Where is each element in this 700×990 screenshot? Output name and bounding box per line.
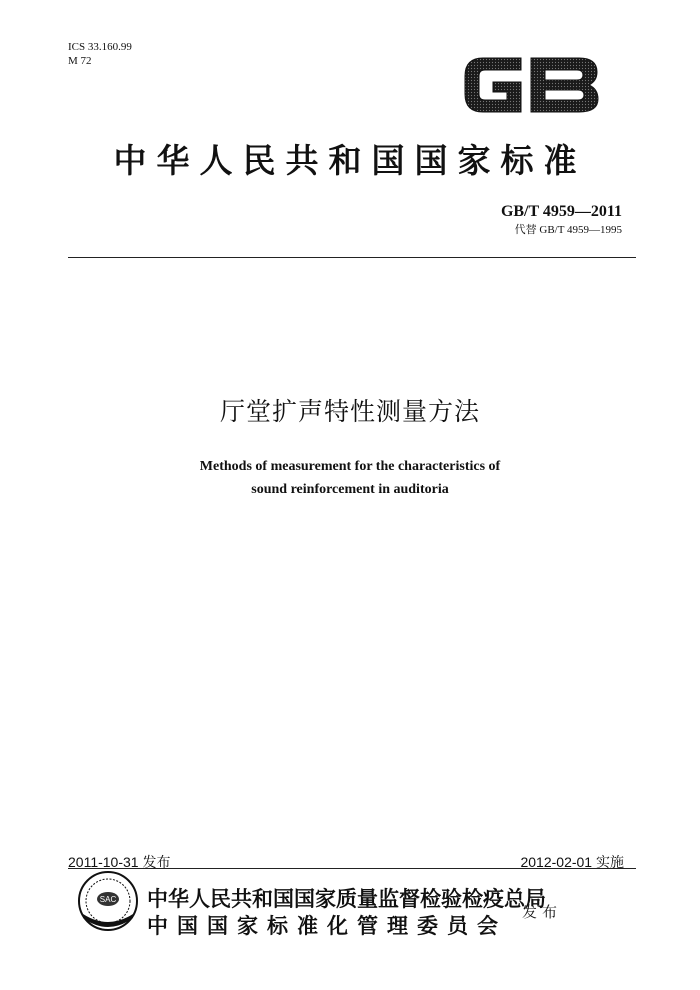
- replaces-note: 代替 GB/T 4959—1995: [514, 224, 622, 236]
- svg-text:SAC: SAC: [99, 895, 117, 904]
- gb-logo: [461, 52, 601, 118]
- header-divider: [68, 257, 636, 258]
- standard-category-title: 中华人民共和国国家标准: [113, 141, 587, 180]
- issuer-sac: 中国国家标准化管理委员会: [147, 913, 507, 938]
- standard-number: GB/T 4959—2011: [500, 203, 622, 220]
- ccs-code: M 72: [68, 55, 92, 67]
- title-en-line-1: Methods of measurement for the characteristics of: [199, 459, 501, 474]
- footer-divider: [68, 868, 636, 869]
- issued-label: 发布: [522, 903, 563, 921]
- issue-date: 2011-10-31 发布: [68, 854, 171, 870]
- issuer-aqsiq: 中华人民共和国国家质量监督检验检疫总局: [147, 886, 546, 911]
- implementation-date: 2012-02-01 实施: [520, 854, 624, 870]
- ics-code: ICS 33.160.99: [68, 41, 132, 53]
- title-en-line-2: sound reinforcement in auditoria: [251, 482, 449, 497]
- document-title-en: [0, 455, 700, 501]
- classification-codes: [68, 40, 132, 68]
- issuer-seal-icon: [77, 870, 139, 932]
- document-title-cn: 厅堂扩声特性测量方法: [219, 397, 480, 426]
